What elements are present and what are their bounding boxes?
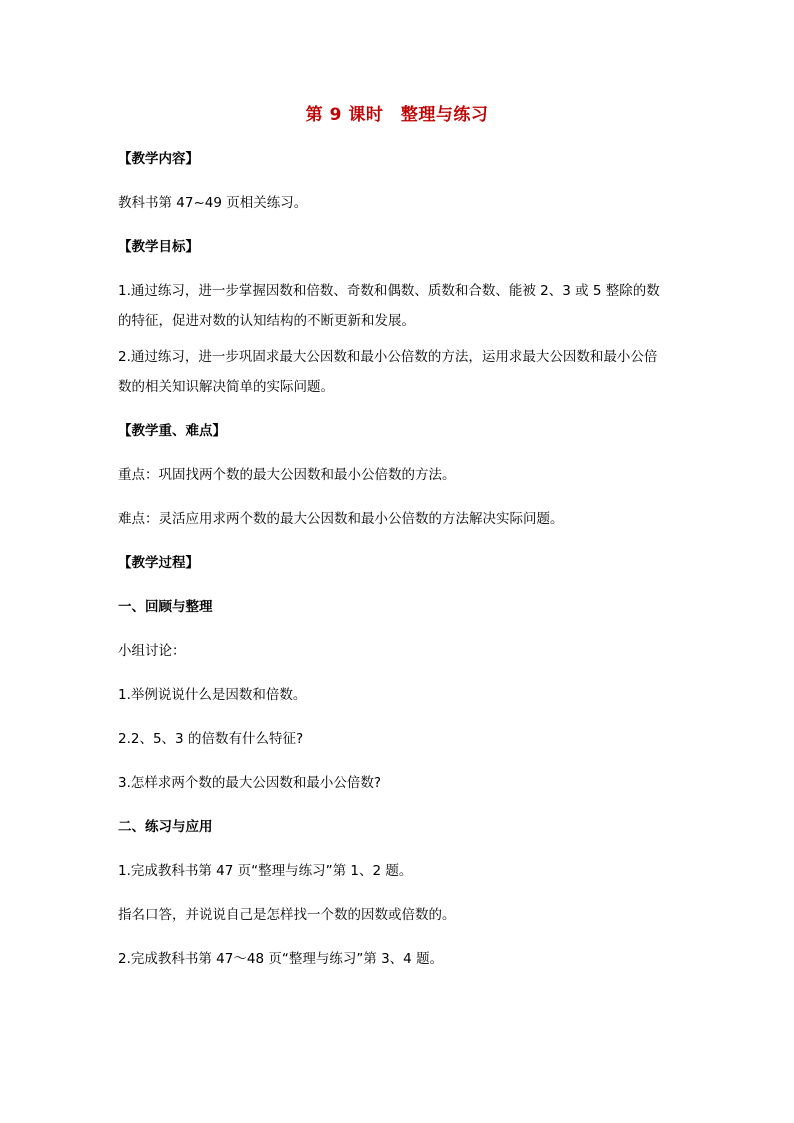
paragraph-group-discussion: 小组讨论： (118, 643, 186, 659)
list-item-question-3: 3.怎样求两个数的最大公因数和最小公倍数? (118, 775, 382, 791)
list-item-question-1: 1.举例说说什么是因数和倍数。 (118, 687, 307, 703)
document-body (118, 148, 678, 970)
section-heading-goals: 【教学目标】 (118, 239, 199, 255)
list-item-exercise-1: 1.完成教科书第 47 页“整理与练习”第 1、2 题。 (118, 863, 413, 879)
paragraph-key-point: 重点：巩固找两个数的最大公因数和最小公倍数的方法。 (118, 467, 456, 483)
paragraph-goal-2-line-2: 数的相关知识解决简单的实际问题。 (118, 379, 334, 395)
paragraph-goal-1-line-1: 1.通过练习，进一步掌握因数和倍数、奇数和偶数、质数和合数、能被 2、3 或 5 整除的数 (118, 283, 660, 299)
list-item-question-2: 2.2、5、3 的倍数有什么特征? (118, 731, 304, 747)
paragraph-difficult-point: 难点：灵活应用求两个数的最大公因数和最小公倍数的方法解决实际问题。 (118, 511, 564, 527)
paragraph-goal-1-line-2: 的特征，促进对数的认知结构的不断更新和发展。 (118, 313, 415, 329)
subsection-heading-review: 一、回顾与整理 (118, 599, 213, 615)
page-title: 第 9 课时 整理与练习 (305, 105, 489, 125)
section-heading-key-difficult: 【教学重、难点】 (118, 423, 226, 439)
subsection-heading-practice: 二、练习与应用 (118, 819, 213, 835)
paragraph-goal-2-line-1: 2.通过练习，进一步巩固求最大公因数和最小公倍数的方法，运用求最大公因数和最小公倍 (118, 349, 658, 365)
paragraph-exercise-1-note: 指名口答，并说说自己是怎样找一个数的因数或倍数的。 (118, 907, 456, 923)
list-item-exercise-2: 2.完成教科书第 47～48 页“整理与练习”第 3、4 题。 (118, 951, 444, 967)
section-heading-process: 【教学过程】 (118, 555, 199, 571)
section-heading-content: 【教学内容】 (118, 151, 199, 167)
paragraph-content-text: 教科书第 47~49 页相关练习。 (118, 195, 308, 211)
